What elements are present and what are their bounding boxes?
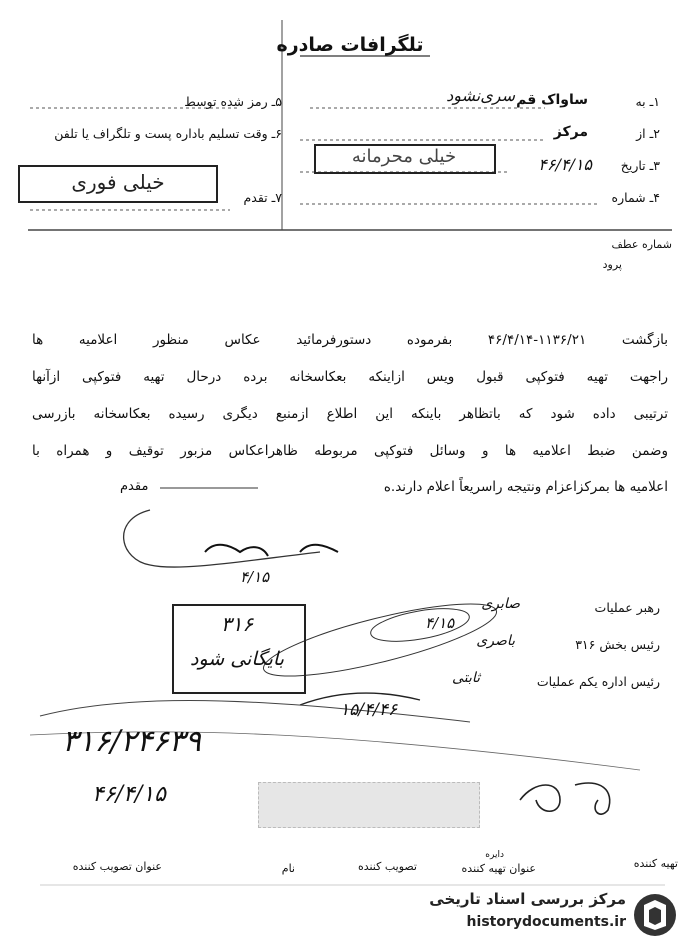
body-line: بازگشت ۱۱۳۶/۲۱-۴۶/۴/۱۴ بفرموده دستورفرمائید عکاس منظور اعلامیه ها	[32, 332, 668, 348]
redacted-block	[258, 782, 480, 828]
footer-preparer-title: عنوان تهیه کننده	[461, 862, 536, 875]
field-to-handwritten: سری‌نشود	[446, 86, 515, 105]
footer-approver: تصویب کننده	[357, 860, 417, 873]
field-date-label: ۳ـ تاریخ	[620, 158, 660, 173]
file-number: ۳۱۶/۲۴۶۳۹	[62, 724, 202, 759]
field-encoded-by-label: ۵ـ رمز شده توسط	[184, 94, 282, 109]
body-line: ترتیبی داده شود که باتظاهر باینکه این اطلاع ازمنبع دیگری رسیده بعکاسخانه بازرسی	[32, 406, 668, 422]
body-line: وضمن ضبط اعلامیه ها و وسائل فتوکپی مربوطه ظاهراعکاس مزبور توقیف و همراه با	[32, 443, 668, 459]
classification-stamp-text: خیلی محرمانه	[351, 146, 457, 167]
footer-approver-title: عنوان تصویب کننده	[72, 860, 162, 873]
field-priority-label: ۷ـ تقدم	[243, 190, 282, 205]
field-date-value: ۴۶/۴/۱۵	[538, 155, 592, 174]
initials-date: ۴/۱۵	[240, 568, 270, 586]
watermark-logo-icon	[632, 890, 678, 940]
handwritten-bottom-date: ۱۵/۴/۴۶	[340, 700, 398, 720]
approval-date: ۴/۱۵	[425, 614, 455, 632]
field-delivery-time-label: ۶ـ وقت تسلیم باداره پست و تلگراف یا تلفن	[54, 126, 282, 141]
footer-unit: دایره	[485, 850, 504, 860]
side-note-reference: شماره عطف	[611, 238, 672, 251]
body-line: راجهت تهیه فتوکپی قبول ویس ازاینکه بعکاسخانه برده درحال تهیه فتوکپی ازآنها	[32, 369, 668, 385]
field-to-value: ساواک قم	[516, 92, 588, 108]
footer-name: نام	[281, 862, 295, 875]
watermark	[408, 886, 678, 944]
approval-role-1: رهبر عملیات	[594, 600, 660, 615]
body-line-last: اعلامیه ها بمرکزاعزام ونتیجه راسریعاً اعلام دارند.ه	[383, 479, 668, 495]
file-date: ۴۶/۴/۱۵	[92, 782, 166, 807]
field-from-value: مرکز	[553, 124, 588, 140]
field-to-label: ۱ـ به	[635, 94, 660, 109]
priority-stamp-text: خیلی فوری	[71, 170, 165, 194]
side-note-second: پرود	[602, 258, 622, 271]
watermark-url: historydocuments.ir	[466, 914, 626, 930]
body-end: مقدم	[120, 479, 149, 494]
archive-stamp-number: ۳۱۶	[220, 612, 254, 636]
field-from-label: ۲ـ از	[636, 126, 660, 141]
approval-role-2: رئیس بخش ۳۱۶	[575, 637, 660, 652]
approval-name-2: باصری	[476, 633, 515, 649]
field-number-label: ۴ـ شماره	[611, 190, 660, 205]
footer-prepared-by: تهیه کننده	[633, 857, 678, 870]
approval-name-3: ثابتی	[452, 670, 480, 686]
archive-stamp-text: بایگانی شود	[189, 648, 284, 670]
document-title: تلگرافات صادره	[276, 34, 424, 56]
approval-name-1: صابری	[481, 596, 520, 612]
approval-role-3: رئیس اداره یکم عملیات	[536, 674, 660, 689]
watermark-text: مرکز بررسی اسناد تاریخی	[429, 890, 626, 908]
